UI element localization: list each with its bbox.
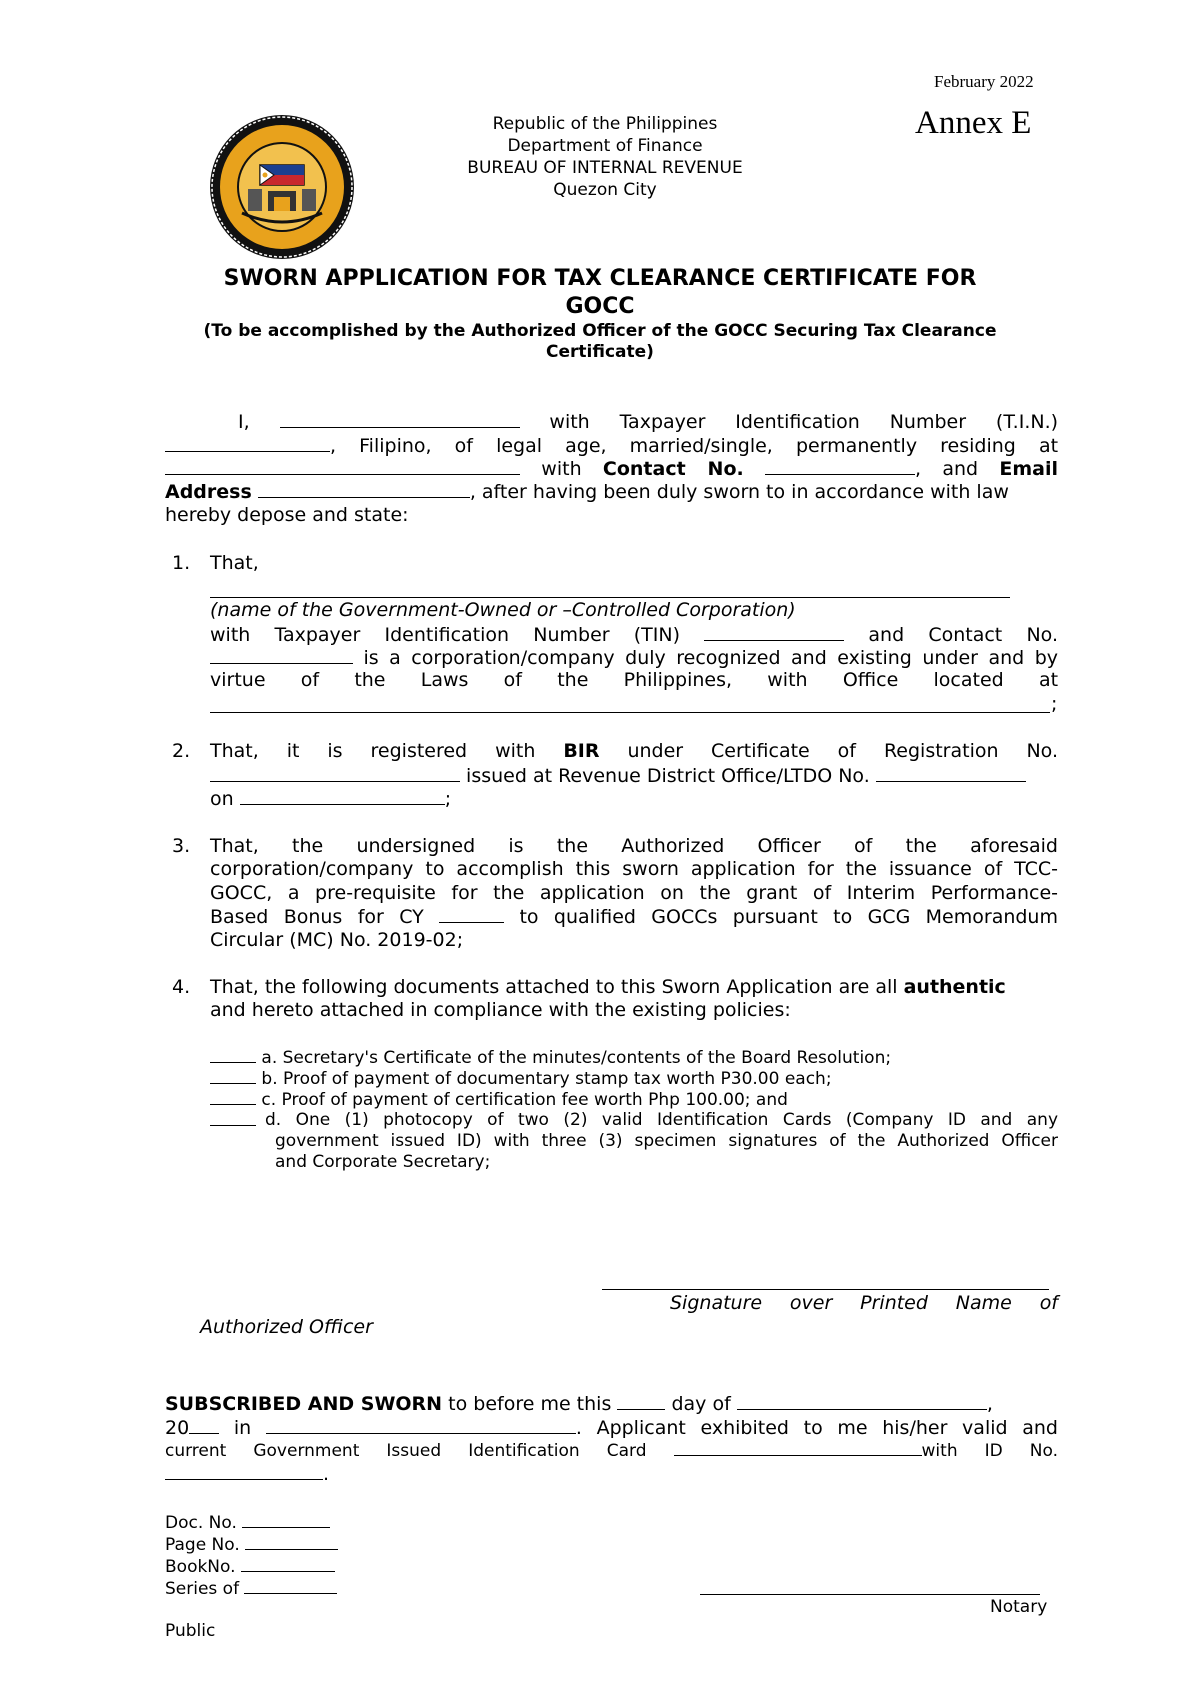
notary-signature-line[interactable] <box>700 1594 1040 1595</box>
doc-item-a: a. Secretary's Certificate of the minutes/contents of the Board Resolution; <box>210 1047 891 1069</box>
form-subtitle-line2: Certificate) <box>546 342 654 362</box>
bir-seal <box>208 113 356 261</box>
agency-city: Quezon City <box>553 180 657 200</box>
book-no-blank[interactable] <box>241 1556 335 1572</box>
contact-blank[interactable] <box>765 457 915 475</box>
page-no: Page No. <box>165 1534 338 1556</box>
item1-semicolon: ; <box>1051 693 1058 715</box>
item1-line-tin: with Taxpayer Identification Number (TIN) and Contact No. <box>210 624 1058 646</box>
agency-bureau: BUREAU OF INTERNAL REVENUE <box>467 158 743 178</box>
doc-a-check[interactable] <box>210 1047 256 1063</box>
form-subtitle-line1: (To be accomplished by the Authorized Officer of the GOCC Securing Tax Clearance <box>203 321 997 341</box>
office-address-blank[interactable] <box>210 712 1050 713</box>
item-number-4: 4. <box>172 976 191 998</box>
item3-line-5: Circular (MC) No. 2019-02; <box>210 929 464 951</box>
doc-item-d <box>210 1110 256 1132</box>
gocc-name-caption: (name of the Government-Owned or –Controlled Corporation) <box>210 599 796 621</box>
form-date: February 2022 <box>934 72 1034 91</box>
item2-line-2: issued at Revenue District Office/LTDO No. <box>210 764 1026 789</box>
signature-role: Authorized Officer <box>200 1316 373 1338</box>
doc-d-check[interactable] <box>210 1110 256 1126</box>
public-label: Public <box>165 1621 216 1641</box>
item4-line-1: That, the following documents attached to this Sworn Application are all authentic <box>210 976 1006 998</box>
item3-line-1: That, the undersigned is the Authorized Officer of the aforesaid <box>210 835 1058 857</box>
intro-line-4: Address , after having been duly sworn to in accordance with law <box>165 481 1009 503</box>
intro-line-5: hereby depose and state: <box>165 504 409 526</box>
agency-republic: Republic of the Philippines <box>492 114 718 134</box>
annex-label: Annex E <box>915 105 1032 141</box>
jurat-line-2: 20 in . Applicant exhibited to me his/her valid and <box>165 1417 1058 1439</box>
jurat-day-blank[interactable] <box>617 1392 665 1410</box>
intro-line-1: I, with Taxpayer Identification Number (T.I.N.) <box>238 411 1059 433</box>
doc-item-c: c. Proof of payment of certification fee worth Php 100.00; and <box>210 1089 788 1111</box>
doc-item-d-line-2: government issued ID) with three (3) specimen signatures of the Authorized Officer <box>275 1131 1058 1151</box>
doc-item-b: b. Proof of payment of documentary stamp tax worth P30.00 each; <box>210 1068 832 1090</box>
jurat-line-4: . <box>165 1462 329 1487</box>
gocc-tin-blank[interactable] <box>704 623 844 641</box>
doc-no-blank[interactable] <box>242 1512 330 1528</box>
gocc-contact-blank[interactable] <box>210 646 353 664</box>
tin-blank[interactable] <box>165 434 330 452</box>
item1-line-recognized: is a corporation/company duly recognized and existing under and by <box>210 646 1058 671</box>
item1-line-office: virtue of the Laws of the Philippines, with Office located at <box>210 669 1059 691</box>
jurat-line-1: SUBSCRIBED AND SWORN to before me this day of , <box>165 1393 993 1415</box>
doc-b-check[interactable] <box>210 1068 256 1084</box>
doc-no: Doc. No. <box>165 1512 338 1534</box>
item-number-3: 3. <box>172 835 191 857</box>
doc-c-check[interactable] <box>210 1089 256 1105</box>
form-title-line1: SWORN APPLICATION FOR TAX CLEARANCE CERTIFICATE FOR <box>223 266 977 291</box>
item4-line-2: and hereto attached in compliance with the existing policies: <box>210 999 791 1021</box>
rdo-no-blank[interactable] <box>876 764 1026 782</box>
doc-item-d-line-1: d. One (1) photocopy of two (2) valid Identification Cards (Company ID and any <box>265 1110 1058 1130</box>
agency-department: Department of Finance <box>507 136 703 156</box>
name-blank[interactable] <box>280 410 520 428</box>
item3-line-3: GOCC, a pre-requisite for the application on the grant of Interim Performance- <box>210 882 1058 904</box>
gocc-name-blank[interactable] <box>210 597 1010 598</box>
item2-line-1: That, it is registered with BIR under Certificate of Registration No. <box>210 740 1058 762</box>
seal-icon <box>208 113 356 261</box>
intro-line-2: , Filipino, of legal age, married/single, permanently residing at <box>165 434 1058 459</box>
series-blank[interactable] <box>244 1578 337 1594</box>
signature-caption: Signature over Printed Name of <box>670 1292 1059 1314</box>
email-blank[interactable] <box>258 480 470 498</box>
signature-line[interactable] <box>602 1289 1049 1290</box>
item3-line-4: Based Bonus for CY to qualified GOCCs pursuant to GCG Memorandum <box>210 906 1058 928</box>
item-number-1: 1. <box>172 552 191 574</box>
item2-line-3: on ; <box>210 788 452 810</box>
item3-line-2: corporation/company to accomplish this sworn application for the issuance of TCC- <box>210 858 1058 880</box>
item1-that: That, <box>210 552 259 574</box>
page-no-blank[interactable] <box>245 1534 338 1550</box>
cy-blank[interactable] <box>439 905 504 923</box>
series-of: Series of <box>165 1578 338 1600</box>
doc-item-d-line-3: and Corporate Secretary; <box>275 1152 491 1172</box>
registration-no-blank[interactable] <box>210 764 460 782</box>
residence-blank[interactable] <box>165 457 520 475</box>
id-number-blank[interactable] <box>165 1462 323 1480</box>
jurat-place-blank[interactable] <box>266 1416 576 1434</box>
form-title-line2: GOCC <box>565 294 635 319</box>
jurat-year-blank[interactable] <box>189 1416 219 1434</box>
book-no: BookNo. <box>165 1556 338 1578</box>
id-card-blank[interactable] <box>674 1440 922 1456</box>
jurat-month-blank[interactable] <box>737 1392 987 1410</box>
item-number-2: 2. <box>172 740 191 762</box>
registration-date-blank[interactable] <box>240 787 445 805</box>
intro-line-3: with Contact No. , and Email <box>165 457 1058 482</box>
jurat-line-3: current Government Issued Identification Card with ID No. <box>165 1441 1059 1461</box>
notary-label: Notary <box>990 1597 1048 1617</box>
